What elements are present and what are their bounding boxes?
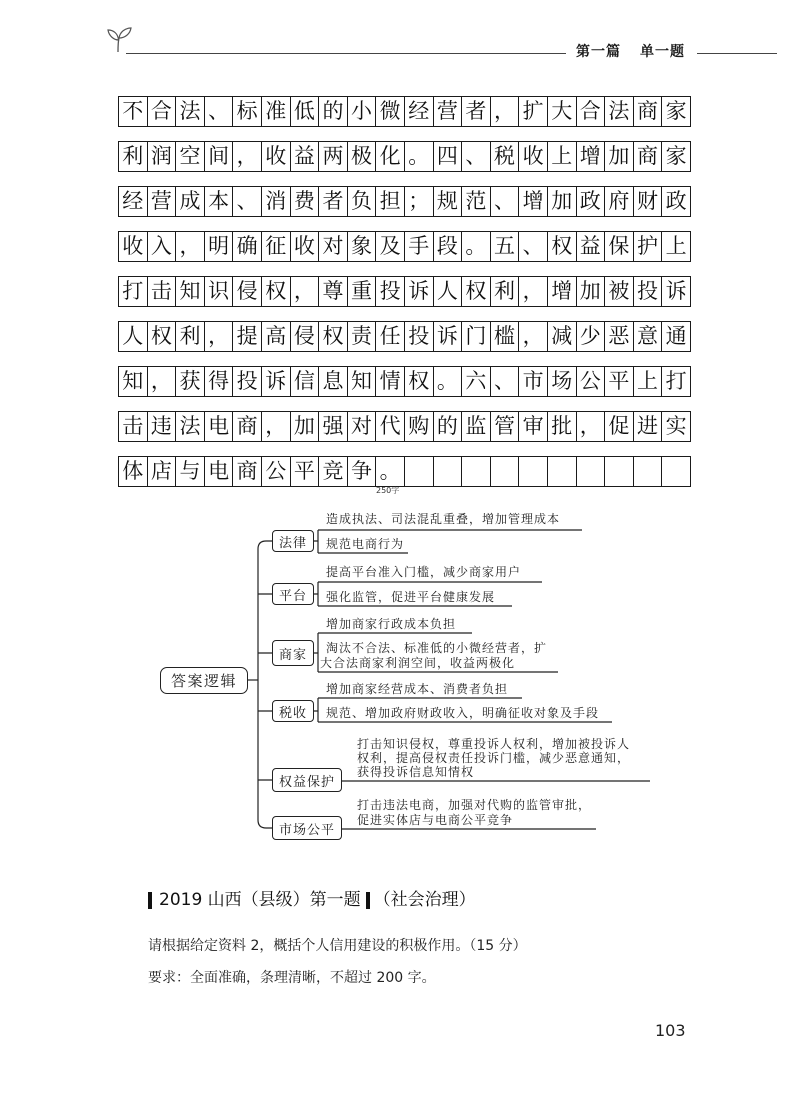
grid-cell: 确 (233, 232, 262, 261)
grid-cell: 实 (665, 414, 687, 438)
mind-map-item: 提高平台准入门槛，减少商家用户 (326, 565, 522, 579)
grid-cell: 税 (491, 142, 520, 171)
grid-cell: 收 (262, 142, 291, 171)
grid-cell: 息 (319, 367, 348, 396)
grid-cell: 消 (262, 187, 291, 216)
grid-cell: 对 (348, 412, 377, 441)
page-number: 103 (655, 1021, 686, 1040)
grid-cell: 权 (319, 322, 348, 351)
grid-cell: 购 (405, 412, 434, 441)
grid-cell: 政 (665, 189, 687, 213)
grid-cell: 保 (605, 232, 634, 261)
title-bar-left (148, 892, 152, 909)
grid-cell: 规 (434, 187, 463, 216)
grid-cell: 诉 (262, 367, 291, 396)
grid-cell: 上 (634, 367, 663, 396)
main-bracket (258, 541, 272, 828)
grid-cell: 准 (262, 97, 291, 126)
grid-cell: 范 (462, 187, 491, 216)
grid-cell: 益 (291, 142, 320, 171)
grid-cell: 经 (119, 187, 148, 216)
grid-cell: 权 (262, 277, 291, 306)
mind-map-item: 规范电商行为 (326, 537, 405, 551)
grid-cell: 违 (148, 412, 177, 441)
header-section: 第一篇 (576, 44, 621, 60)
grid-cell: ， (519, 322, 548, 351)
grid-cell: 空 (176, 142, 205, 171)
grid-cell: 、 (462, 142, 491, 171)
grid-cell: 经 (405, 97, 434, 126)
grid-cell: 财 (634, 187, 663, 216)
grid-cell: ， (205, 322, 234, 351)
grid-cell: 意 (634, 322, 663, 351)
grid-cell: 。 (434, 367, 463, 396)
grid-cell: 监 (462, 412, 491, 441)
grid-cell: 、 (491, 187, 520, 216)
grid-cell: 加 (291, 412, 320, 441)
grid-cell: 增 (548, 277, 577, 306)
grid-cell: 尊 (319, 277, 348, 306)
grid-cell: ， (262, 412, 291, 441)
grid-cell: 权 (148, 322, 177, 351)
grid-cell: 管 (491, 412, 520, 441)
mind-map-item: 强化监管，促进平台健康发展 (326, 590, 496, 604)
grid-cell: 审 (519, 412, 548, 441)
grid-cell: 及 (376, 232, 405, 261)
grid-cell: 投 (405, 322, 434, 351)
grid-cell: 者 (319, 187, 348, 216)
grid-cell: 投 (634, 277, 663, 306)
grid-cell: ， (176, 232, 205, 261)
grid-cell: 强 (319, 412, 348, 441)
grid-cell: 恶 (605, 322, 634, 351)
mind-map-item: 淘汰不合法、标准低的小微经营者，扩 (326, 641, 548, 655)
branch-merchant (272, 640, 314, 666)
grid-cell: 营 (148, 187, 177, 216)
mind-map-item: 促进实体店与电商公平竞争 (357, 813, 514, 827)
mind-map-root-label: 答案逻辑 (170, 672, 237, 690)
grid-cell: 标 (233, 97, 262, 126)
grid-cell: 的 (319, 97, 348, 126)
grid-cell: 小 (348, 97, 377, 126)
grid-cell: 利 (491, 277, 520, 306)
grid-cell: 、 (491, 367, 520, 396)
branch-legal (272, 530, 314, 552)
grid-cell: 加 (605, 142, 634, 171)
grid-cell: 间 (205, 142, 234, 171)
grid-cell: 权 (405, 367, 434, 396)
grid-cell: 护 (634, 232, 663, 261)
grid-cell: ， (148, 367, 177, 396)
question-requirement: 要求：全面准确，条理清晰，不超过 200 字。 (148, 970, 436, 986)
mind-map-item: 打击知识侵权，尊重投诉人权利，增加被投诉人 (357, 737, 631, 751)
branch-label: 法律 (278, 535, 307, 551)
question-title (148, 889, 476, 911)
grid-cell: ， (491, 97, 520, 126)
grid-cell: 公 (262, 457, 291, 486)
branch-platform (272, 583, 314, 605)
branch-label: 市场公平 (278, 822, 335, 838)
grid-cell: 两 (319, 142, 348, 171)
grid-cell: 增 (519, 187, 548, 216)
grid-cell: 击 (148, 277, 177, 306)
grid-cell: 润 (148, 142, 177, 171)
grid-cell: 段 (434, 232, 463, 261)
grid-cell: 人 (434, 277, 463, 306)
grid-cell: 益 (577, 232, 606, 261)
grid-cell: 少 (577, 322, 606, 351)
question-topic: （社会治理） (373, 890, 476, 910)
grid-cell: 情 (376, 367, 405, 396)
grid-cell: 合 (148, 97, 177, 126)
grid-cell: 侵 (291, 322, 320, 351)
mind-map-item: 规范、增加政府财政收入，明确征收对象及手段 (326, 706, 600, 720)
grid-cell: 知 (176, 277, 205, 306)
grid-cell: ， (291, 277, 320, 306)
grid-cell: 击 (119, 412, 148, 441)
grid-cell: 五 (491, 232, 520, 261)
grid-cell: 与 (176, 457, 205, 486)
grid-cell: 极 (348, 142, 377, 171)
grid-cell: 场 (548, 367, 577, 396)
grid-cell: 合 (577, 97, 606, 126)
branch-rights (272, 768, 342, 792)
grid-cell: 微 (376, 97, 405, 126)
grid-cell: 法 (176, 412, 205, 441)
branch-label: 权益保护 (278, 774, 335, 790)
grid-cell: 权 (548, 232, 577, 261)
grid-cell: 本 (205, 187, 234, 216)
grid-cell: 提 (233, 322, 262, 351)
mind-map-item: 大合法商家利润空间，收益两极化 (320, 656, 516, 670)
grid-cell: 收 (519, 142, 548, 171)
grid-cell: 四 (434, 142, 463, 171)
grid-cell: 槛 (491, 322, 520, 351)
grid-cell: 负 (348, 187, 377, 216)
grid-cell: 家 (665, 99, 687, 123)
grid-cell: 公 (577, 367, 606, 396)
grid-cell: 知 (348, 367, 377, 396)
grid-cell: 象 (348, 232, 377, 261)
grid-cell: 手 (405, 232, 434, 261)
grid-cell: 被 (605, 277, 634, 306)
grid-cell: 费 (291, 187, 320, 216)
grid-cell: 、 (233, 187, 262, 216)
grid-cell: 电 (205, 412, 234, 441)
grid-cell: 平 (605, 367, 634, 396)
title-bar-right (366, 892, 370, 909)
mind-map-item: 权利，提高侵权责任投诉门槛，减少恶意通知， (357, 751, 631, 765)
grid-cell: 化 (376, 142, 405, 171)
grid-cell: 诉 (665, 279, 687, 303)
grid-cell: 、 (205, 97, 234, 126)
grid-cell: 收 (291, 232, 320, 261)
grid-cell: 大 (548, 97, 577, 126)
grid-cell: 商 (233, 457, 262, 486)
grid-cell: 不 (119, 97, 148, 126)
grid-cell: 营 (434, 97, 463, 126)
grid-cell: 信 (291, 367, 320, 396)
mind-map-item: 增加商家经营成本、消费者负担 (326, 682, 509, 696)
grid-cell: 府 (605, 187, 634, 216)
branch-label: 税收 (278, 705, 307, 721)
grid-cell: 利 (176, 322, 205, 351)
grid-cell: 获 (176, 367, 205, 396)
grid-cell: 扩 (519, 97, 548, 126)
grid-cell: 成 (176, 187, 205, 216)
grid-cell: 。 (376, 457, 405, 486)
grid-cell: 收 (119, 232, 148, 261)
grid-cell: 。 (462, 232, 491, 261)
question-prompt: 请根据给定资料 2，概括个人信用建设的积极作用。（15 分） (148, 938, 527, 954)
grid-cell: 任 (376, 322, 405, 351)
grid-cell: ； (405, 187, 434, 216)
grid-cell: 减 (548, 322, 577, 351)
grid-cell: 商 (634, 142, 663, 171)
grid-cell: 上 (548, 142, 577, 171)
grid-cell: 、 (519, 232, 548, 261)
grid-cell: 体 (119, 457, 148, 486)
grid-cell: 明 (205, 232, 234, 261)
grid-cell: 的 (434, 412, 463, 441)
grid-cell: 法 (176, 97, 205, 126)
grid-cell: 家 (665, 144, 687, 168)
question-title-text: 2019 山西（县级）第一题 (159, 890, 361, 910)
grid-cell: 门 (462, 322, 491, 351)
grid-cell: 增 (577, 142, 606, 171)
grid-cell: 政 (577, 187, 606, 216)
grid-cell: 商 (233, 412, 262, 441)
word-count-label: 250字 (376, 486, 400, 495)
branch-market (272, 816, 342, 840)
grid-cell: 加 (548, 187, 577, 216)
grid-cell: 商 (634, 97, 663, 126)
grid-cell: 识 (205, 277, 234, 306)
grid-cell: 加 (577, 277, 606, 306)
grid-cell: 利 (119, 142, 148, 171)
grid-cell: 平 (291, 457, 320, 486)
grid-cell: 担 (376, 187, 405, 216)
grid-cell: 投 (233, 367, 262, 396)
grid-cell: 进 (634, 412, 663, 441)
grid-cell: ， (519, 277, 548, 306)
grid-cell: 电 (205, 457, 234, 486)
grid-cell: 责 (348, 322, 377, 351)
grid-cell: 竞 (319, 457, 348, 486)
grid-cell: 店 (148, 457, 177, 486)
grid-cell: 市 (519, 367, 548, 396)
branch-label: 平台 (278, 588, 307, 604)
mind-map-item: 增加商家行政成本负担 (326, 617, 457, 631)
grid-cell: 。 (405, 142, 434, 171)
grid-cell: 打 (665, 369, 687, 393)
grid-cell: 促 (605, 412, 634, 441)
mind-map-item: 造成执法、司法混乱重叠，增加管理成本 (326, 512, 561, 526)
grid-cell: 打 (119, 277, 148, 306)
branch-tax (272, 700, 314, 722)
grid-cell: 通 (665, 324, 687, 348)
header-subsection: 单一题 (640, 44, 685, 60)
grid-cell: 征 (262, 232, 291, 261)
grid-cell: 法 (605, 97, 634, 126)
grid-cell: 对 (319, 232, 348, 261)
grid-cell: 代 (376, 412, 405, 441)
grid-cell: 诉 (434, 322, 463, 351)
grid-cell: 知 (119, 367, 148, 396)
grid-cell: 低 (291, 97, 320, 126)
grid-cell: 入 (148, 232, 177, 261)
mind-map-item: 获得投诉信息知情权 (357, 765, 475, 779)
grid-cell: 得 (205, 367, 234, 396)
mind-map-root (160, 667, 248, 694)
grid-cell: 上 (665, 234, 687, 258)
grid-cell: 高 (262, 322, 291, 351)
grid-cell: 者 (462, 97, 491, 126)
grid-cell: 诉 (405, 277, 434, 306)
grid-cell: 投 (376, 277, 405, 306)
grid-cell: 六 (462, 367, 491, 396)
mind-map-item: 打击违法电商，加强对代购的监管审批， (357, 798, 592, 812)
branch-label: 商家 (278, 647, 307, 663)
grid-cell: 权 (462, 277, 491, 306)
grid-cell: ， (233, 142, 262, 171)
grid-cell: 争 (348, 457, 377, 486)
grid-cell: 重 (348, 277, 377, 306)
grid-cell: 批 (548, 412, 577, 441)
grid-cell: 人 (119, 322, 148, 351)
grid-cell: 侵 (233, 277, 262, 306)
grid-cell: ， (577, 412, 606, 441)
